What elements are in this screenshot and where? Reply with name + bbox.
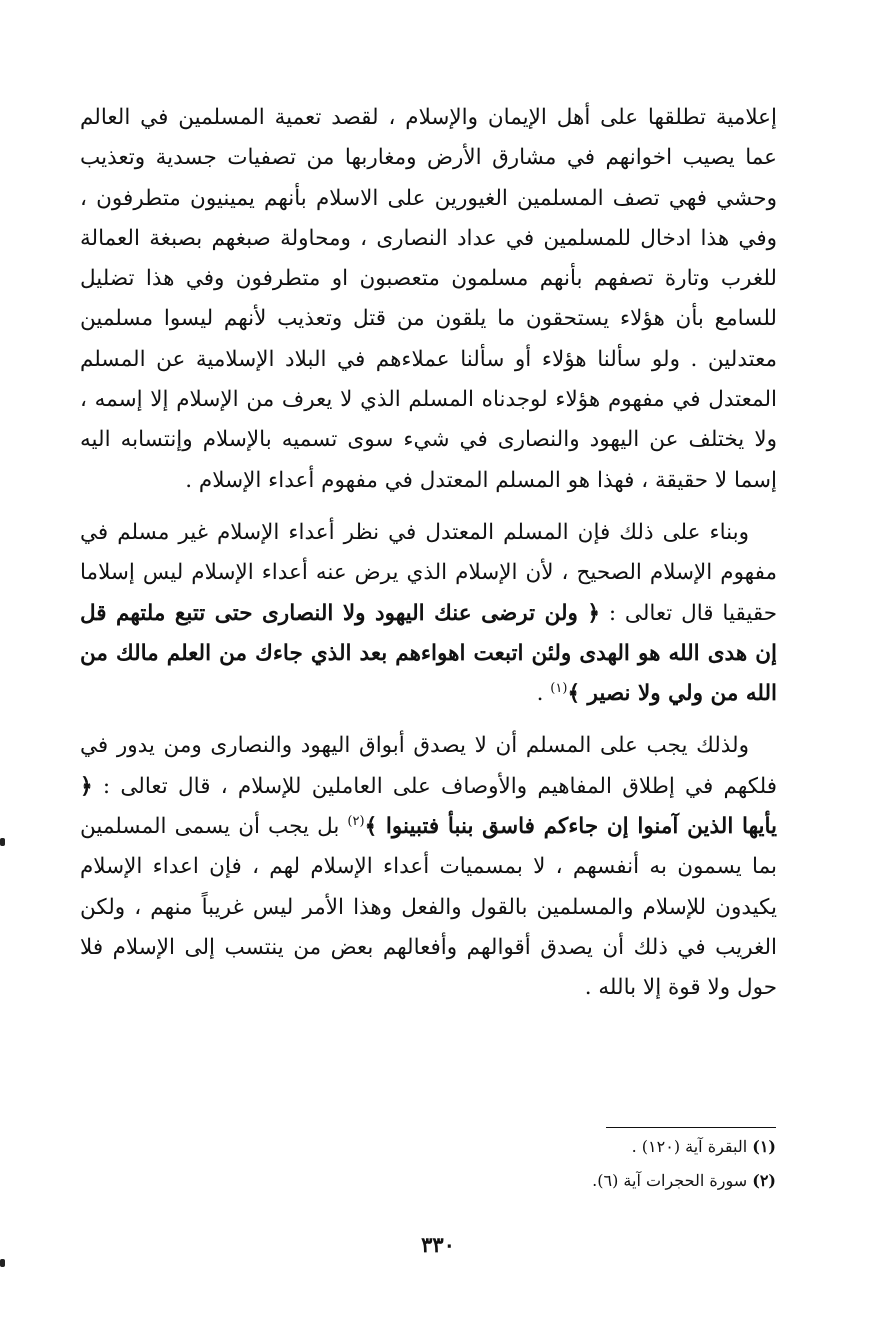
- scan-speck: [0, 1259, 5, 1267]
- footnote-ref: (١): [550, 681, 568, 696]
- footnote-2: [256, 1164, 776, 1198]
- paragraph: [80, 726, 777, 1008]
- footnote-text: البقرة آية (١٢٠) .: [631, 1137, 748, 1156]
- page-body: [80, 98, 777, 1009]
- paragraph-text: إعلامية تطلقها على أهل الإيمان والإسلام ، لقصد تعمية المسلمين في العالم عما يصيب اخوانهم في مشارق الأرض ومغاربها من تصفيات جسدية وتعذيب وحشي فهي تصف المسلمين الغيورين على الاسلام بأنهم يمينيون متطرفون ، وفي هذا ادخال للمسلمين في عداد النصارى ، ومحاولة صبغهم بصبغة العمالة للغرب وتارة تصفهم بأنهم مسلمون متعصبون او متطرفون وفي هذا تضليل للسامع بأن هؤلاء يستحقون ما يلقون من قتل وتعذيب لأنهم ليسوا مسلمين معتدلين . ولو سألنا هؤلاء أو سألنا عملاءهم في البلاد الإسلامية عن المسلم المعتدل في مفهوم هؤلاء لوجدناه المسلم الذي لا يعرف من الإسلام إلا إسمه ، ولا يختلف عن اليهود والنصارى في شيء سوى تسميه بالإسلام وإنتسابه اليه إسما لا حقيقة ، فهذا هو المسلم المعتدل في مفهوم أعداء الإسلام .: [80, 105, 777, 493]
- paragraph: [80, 98, 777, 501]
- paragraph-text: .: [536, 681, 551, 707]
- quran-quote: ﴿ يأيها الذين آمنوا إن جاءكم فاسق بنبأ فتبينوا ﴾: [80, 773, 777, 840]
- scan-speck: [0, 838, 5, 846]
- footnote-1: [256, 1130, 776, 1164]
- quran-quote: ﴿ ولن ترضى عنك اليهود ولا النصارى حتى تتبع ملتهم قل إن هدى الله هو الهدى ولئن اتبعت اهواءهم بعد الذي جاءك من العلم مالك من الله من ولي ولا نصير ﴾: [80, 600, 777, 707]
- footnote-number: (٢): [752, 1171, 776, 1190]
- paragraph: [80, 513, 777, 714]
- paragraph-text: بل يجب أن يسمى المسلمين بما يسمون به أنفسهم ، لا بمسميات أعداء الإسلام لهم ، فإن اعداء الإسلام يكيدون للإسلام والمسلمين بالقول والفعل وهذا الأمر ليس غريباً منهم ، ولكن الغريب في ذلك أن يصدق أقوالهم وأفعالهم بعض من ينتسب إلى الإسلام فلا حول ولا قوة إلا بالله .: [80, 814, 777, 1001]
- page-number: ٣٣٠: [421, 1232, 455, 1257]
- footnote-number: (١): [752, 1137, 776, 1156]
- paragraph-text: وبناء على ذلك فإن المسلم المعتدل في نظر أعداء الإسلام غير مسلم في مفهوم الإسلام الصحيح ، لأن الإسلام الذي يرض عنه أعداء الإسلام ليس إسلاما حقيقيا قال تعالى :: [80, 519, 778, 626]
- footnote-ref: (٢): [347, 813, 365, 829]
- footnote-divider: [606, 1127, 776, 1128]
- paragraph-text: ولذلك يجب على المسلم أن لا يصدق أبواق اليهود والنصارى ومن يدور في فلكهم في إطلاق المفاهيم والأوصاف على العاملين للإسلام ، قال تعالى :: [80, 733, 777, 799]
- footnote-text: سورة الحجرات آية (٦).: [592, 1171, 748, 1190]
- footnotes: [256, 1130, 776, 1198]
